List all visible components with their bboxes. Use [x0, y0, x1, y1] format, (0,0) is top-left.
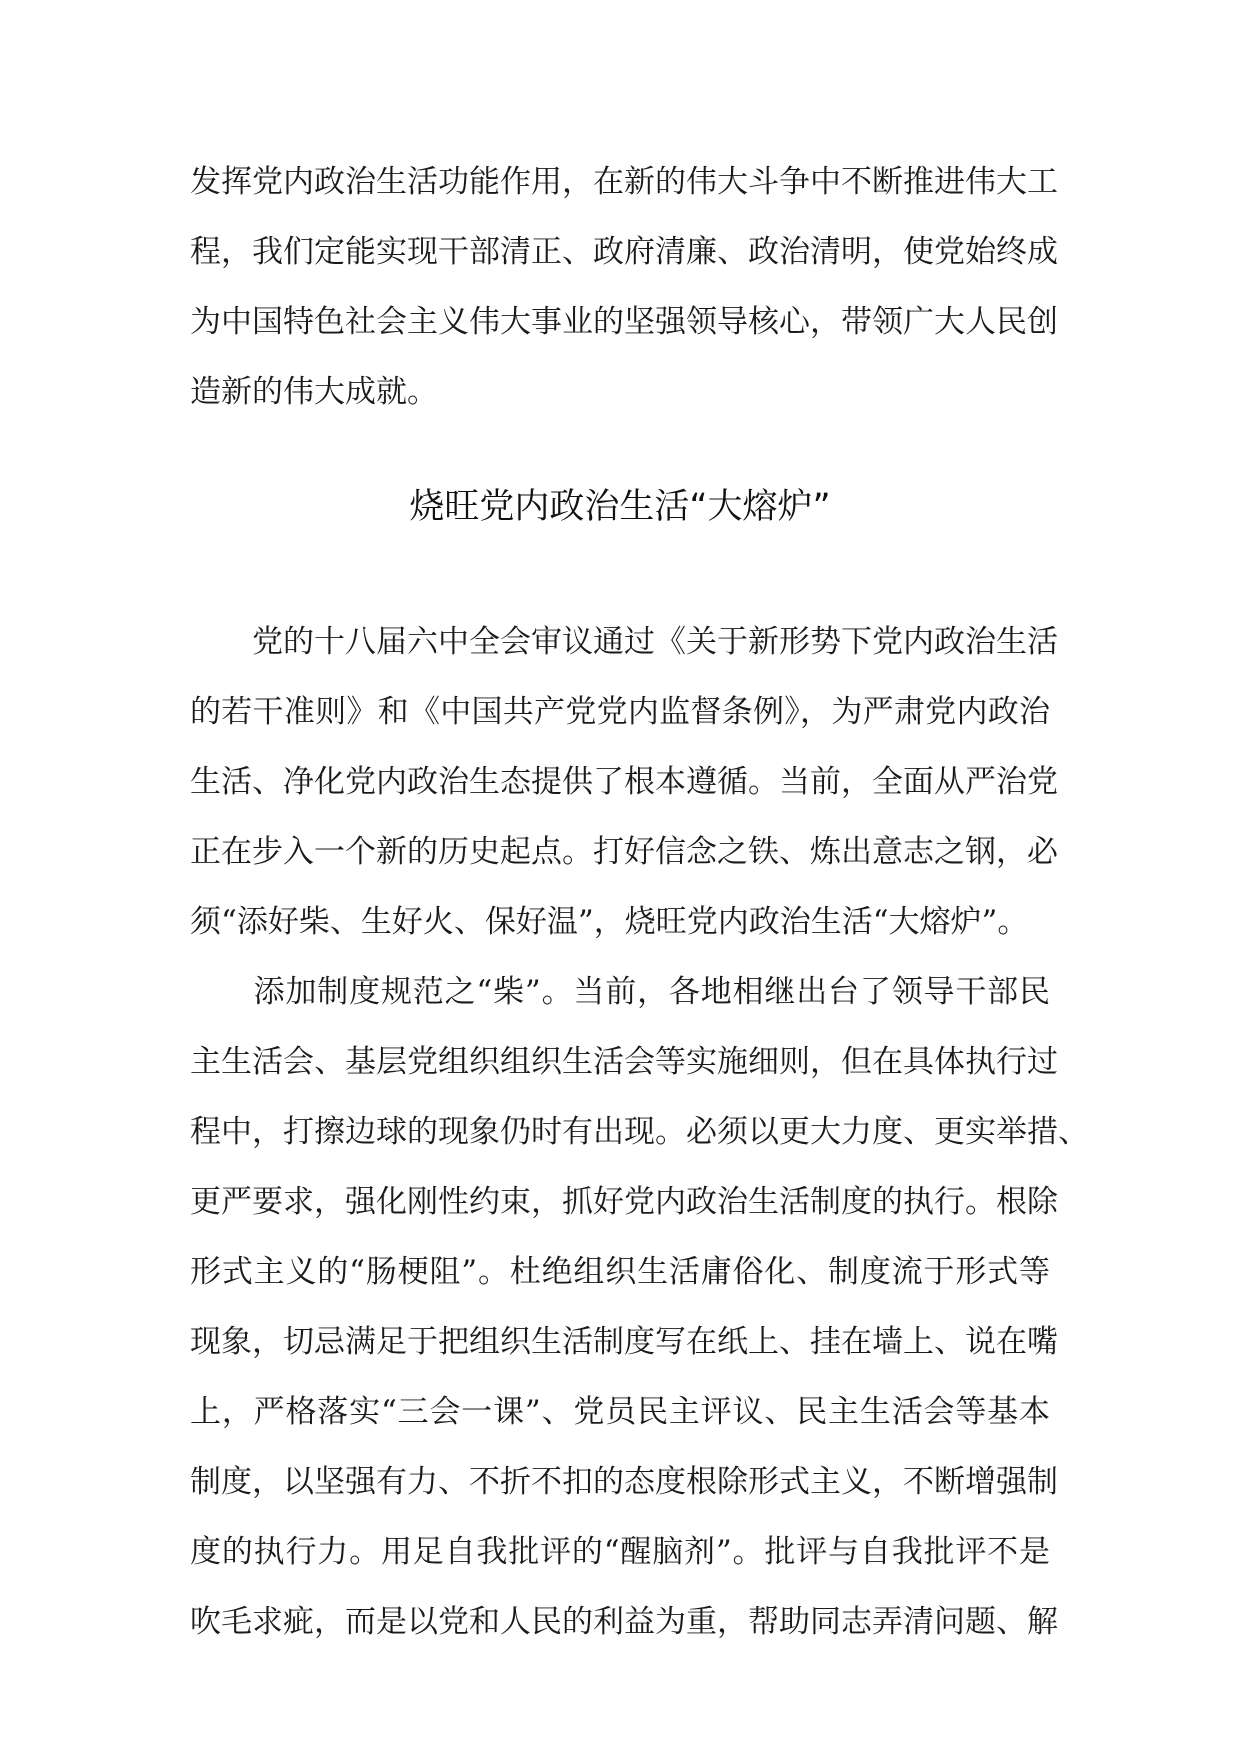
body-line: 主生活会、基层党组织组织生活会等实施细则，但在具体执行过	[190, 1044, 1058, 1080]
body-line: 度的执行力。用足自我批评的“醒脑剂”。批评与自我批评不是	[190, 1534, 1050, 1570]
body-line: 程中，打擦边球的现象仍时有出现。必须以更大力度、更实举措、	[190, 1114, 1089, 1150]
body-line: 的若干准则》和《中国共产党党内监督条例》，为严肃党内政治	[190, 694, 1050, 730]
body-line: 添加制度规范之“柴”。当前，各地相继出台了领导干部民	[190, 974, 1050, 1010]
intro-line: 为中国特色社会主义伟大事业的坚强领导核心，带领广大人民创	[190, 304, 1058, 340]
body-line: 正在步入一个新的历史起点。打好信念之铁、炼出意志之钢，必	[190, 834, 1058, 870]
body-line: 党的十八届六中全会审议通过《关于新形势下党内政治生活	[190, 624, 1058, 660]
body-line: 制度，以坚强有力、不折不扣的态度根除形式主义，不断增强制	[190, 1464, 1058, 1500]
intro-line: 造新的伟大成就。	[190, 374, 438, 410]
body-line: 吹毛求疵，而是以党和人民的利益为重，帮助同志弄清问题、解	[190, 1604, 1058, 1640]
body-line: 更严要求，强化刚性约束，抓好党内政治生活制度的执行。根除	[190, 1184, 1058, 1220]
body-line: 上，严格落实“三会一课”、党员民主评议、民主生活会等基本	[190, 1394, 1050, 1430]
intro-line: 发挥党内政治生活功能作用，在新的伟大斗争中不断推进伟大工	[190, 164, 1058, 200]
section-heading: 烧旺党内政治生活“大熔炉”	[409, 487, 831, 527]
intro-line: 程，我们定能实现干部清正、政府清廉、政治清明，使党始终成	[190, 234, 1058, 270]
body-line: 形式主义的“肠梗阻”。杜绝组织生活庸俗化、制度流于形式等	[190, 1254, 1050, 1290]
body-line: 生活、净化党内政治生态提供了根本遵循。当前，全面从严治党	[190, 764, 1058, 800]
body-line: 须“添好柴、生好火、保好温”，烧旺党内政治生活“大熔炉”。	[190, 904, 1029, 940]
body-line: 现象，切忌满足于把组织生活制度写在纸上、挂在墙上、说在嘴	[190, 1324, 1058, 1360]
